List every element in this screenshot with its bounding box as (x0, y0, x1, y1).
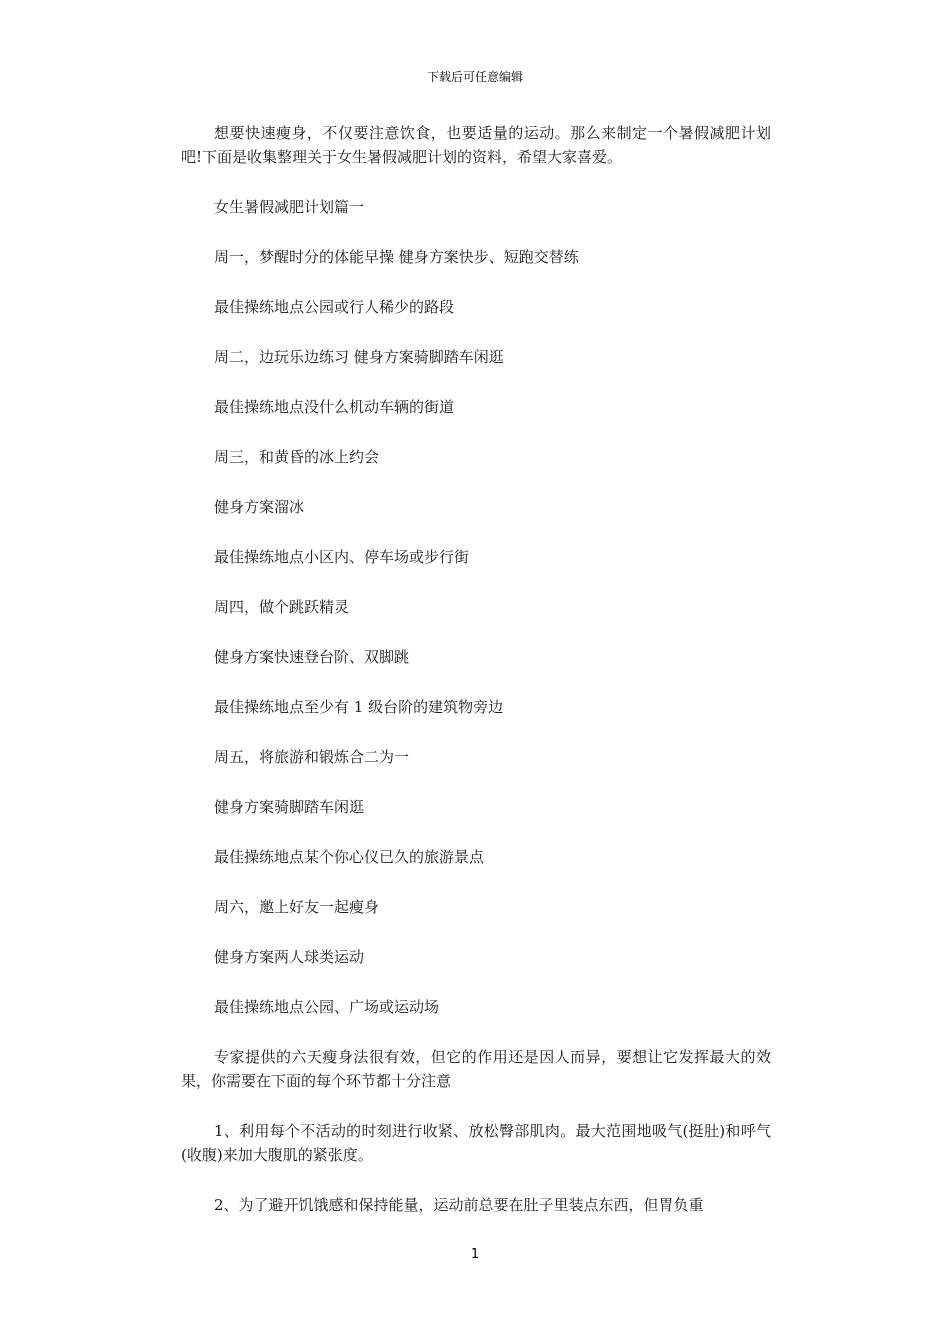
page-number: 1 (470, 1247, 480, 1262)
paragraph: 最佳操练地点公园或行人稀少的路段 (214, 298, 455, 316)
paragraph: 最佳操练地点至少有 1 级台阶的建筑物旁边 (214, 698, 504, 716)
paragraph: 健身方案快速登台阶、双脚跳 (214, 648, 410, 666)
paragraph: 周一，梦醒时分的体能早操 健身方案快步、短跑交替练 (214, 248, 579, 266)
section-heading: 女生暑假减肥计划篇一 (214, 198, 365, 216)
paragraph: 最佳操练地点小区内、停车场或步行街 (214, 548, 470, 566)
paragraph: 2、为了避开饥饿感和保持能量，运动前总要在肚子里装点东西，但胃负重 (214, 1196, 704, 1214)
paragraph-intro: 想要快速瘦身，不仅要注意饮食，也要适量的运动。那么来制定一个暑假减肥计划吧!下面是收集整理关于女生暑假减肥计划的资料，希望大家喜爱。 (181, 124, 771, 166)
paragraph: 周六，邀上好友一起瘦身 (214, 898, 380, 916)
paragraph: 周四，做个跳跃精灵 (214, 598, 350, 616)
paragraph: 最佳操练地点没什么机动车辆的街道 (214, 398, 455, 416)
document-body (181, 121, 771, 1243)
paragraph: 1、利用每个不活动的时刻进行收紧、放松臀部肌肉。最大范围地吸气(挺肚)和呼气(收腹)来加大腹肌的紧张度。 (181, 1122, 771, 1164)
paragraph: 最佳操练地点某个你心仪已久的旅游景点 (214, 848, 485, 866)
paragraph: 最佳操练地点公园、广场或运动场 (214, 998, 440, 1016)
paragraph: 健身方案溜冰 (214, 498, 305, 516)
paragraph: 健身方案骑脚踏车闲逛 (214, 798, 365, 816)
paragraph: 健身方案两人球类运动 (214, 948, 365, 966)
paragraph: 周二，边玩乐边练习 健身方案骑脚踏车闲逛 (214, 348, 504, 366)
paragraph: 周五，将旅游和锻炼合二为一 (214, 748, 410, 766)
paragraph: 周三，和黄昏的冰上约会 (214, 448, 380, 466)
page-header: 下载后可任意编辑 (426, 70, 523, 84)
paragraph: 专家提供的六天瘦身法很有效，但它的作用还是因人而异，要想让它发挥最大的效果，你需要在下面的每个环节都十分注意 (181, 1048, 771, 1090)
